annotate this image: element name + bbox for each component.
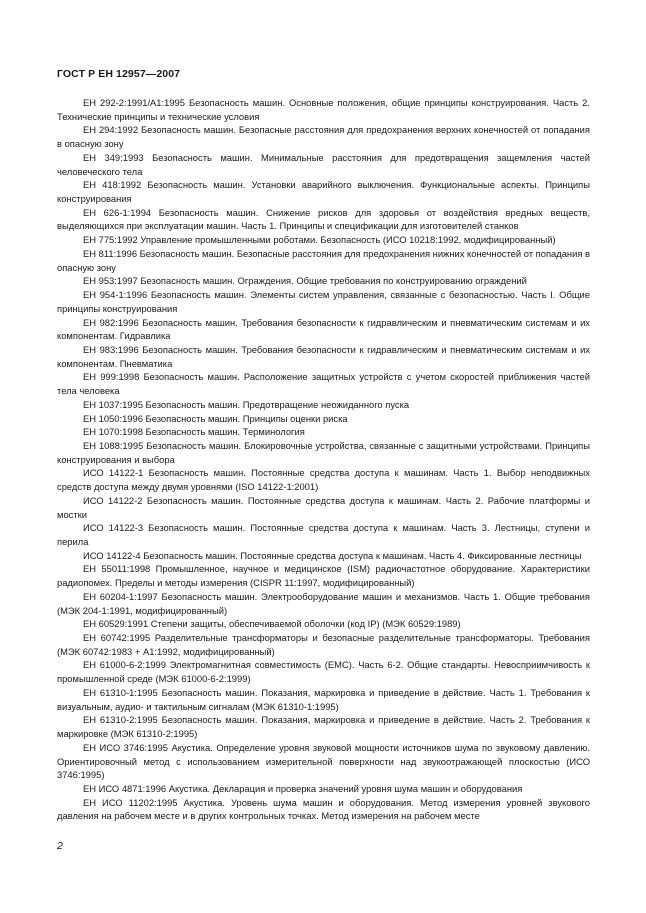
reference-entry: ЕН 292-2:1991/А1:1995 Безопасность машин. Основные положения, общие принципы конструирования. Часть 2. Технические принципы и технические условия bbox=[57, 97, 590, 122]
reference-entry: ЕН 349:1993 Безопасность машин. Минимальные расстояния для предотвращения защемления частей человеческого тела bbox=[57, 151, 590, 177]
reference-entry: ЕН 60529:1991 Степени защиты, обеспечиваемой оболочки (код IP) (МЭК 60529:1989) bbox=[83, 618, 461, 630]
reference-entry: ЕН 55011:1998 Промышленное, научное и медицинское (ISM) радиочастотное оборудование. Характеристики радиопомех. Пределы и методы измерения (CISPR 11:1997, модифицированный) bbox=[57, 563, 590, 589]
reference-entry: ЕН 1050:1996 Безопасность машин. Принципы оценки риска bbox=[83, 412, 348, 424]
reference-entry: ЕН 60204-1:1997 Безопасность машин. Электрооборудование машин и механизмов. Часть 1. Общие требования (МЭК 204-1:1991, модифицированный) bbox=[57, 590, 590, 616]
reference-entry: ЕН 626-1:1994 Безопасность машин. Снижение рисков для здоровья от воздействия вредных веществ, выделяющихся при эксплуатации машин. Часть 1. Принципы и спецификации для изготовителей станков bbox=[57, 206, 590, 232]
reference-entry: ЕН 1088:1995 Безопасность машин. Блокировочные устройства, связанные с защитными устройствами. Принципы конструирования и выбора bbox=[57, 439, 590, 465]
page-number: 2 bbox=[57, 840, 63, 852]
reference-entry: ЕН 61000-6-2:1999 Электромагнитная совместимость (ЕМС). Часть 6-2. Общие стандарты. Невосприимчивость к промышленной среде (МЭК 61000-6-2:1999) bbox=[57, 659, 590, 685]
reference-entry: ИСО 14122-1 Безопасность машин. Постоянные средства доступа к машинам. Часть 1. Выбор неподвижных средств доступа между двумя уровнями (ISO 14122-1:2001) bbox=[57, 467, 590, 493]
reference-entry: ЕН 1037:1995 Безопасность машин. Предотвращение неожиданного пуска bbox=[83, 398, 410, 410]
reference-entry: ЕН 999:1998 Безопасность машин. Расположение защитных устройств с учетом скоростей приближения частей тела человека bbox=[57, 371, 590, 397]
reference-entry: ИСО 14122-2 Безопасность машин. Постоянные средства доступа к машинам. Часть 2. Рабочие платформы и мостки bbox=[57, 494, 590, 520]
reference-entry: ЕН 953:1997 Безопасность машин. Ограждения. Общие требования по конструированию ограждений bbox=[83, 275, 527, 287]
reference-entry: ЕН 60742:1995 Разделительные трансформаторы и безопасные разделительные трансформаторы. Требования (МЭК 60742:1983 + А1:1992, модифицированный) bbox=[57, 632, 590, 657]
document-header: ГОСТ Р ЕН 12957—2007 bbox=[57, 68, 181, 80]
reference-entry: ЕН ИСО 11202:1995 Акустика. Уровень шума машин и оборудования. Метод измерения уровней звукового давления на рабочем месте и в других контрольных точках. Метод измерения на рабочем месте bbox=[57, 796, 590, 822]
reference-entry: ЕН ИСО 3746:1995 Акустика. Определение уровня звуковой мощности источников шума по звуковому давлению. Ориентировочный метод с использованием измерительной поверхности над звукоотражающей плоскостью (ИСО 3746:1995) bbox=[57, 741, 590, 781]
normative-references-list bbox=[57, 96, 590, 823]
reference-entry: ЕН 775:1992 Управление промышленными роботами. Безопасность (ИСО 10218:1992, модифицированный) bbox=[83, 234, 556, 246]
reference-entry: ЕН 982:1996 Безопасность машин. Требования безопасности к гидравлическим и пневматическим системам и их компонентам. Гидравлика bbox=[57, 316, 590, 342]
reference-entry: ЕН 61310-1:1995 Безопасность машин. Показания, маркировка и приведение в действие. Часть 1. Требования к визуальным, аудио- и тактильным сигналам (МЭК 61310-1:1995) bbox=[57, 686, 590, 712]
reference-entry: ИСО 14122-3 Безопасность машин. Постоянные средства доступа к машинам. Часть 3. Лестницы, ступени и перила bbox=[57, 522, 590, 547]
reference-entry: ЕН 811:1996 Безопасность машин. Безопасные расстояния для предохранения нижних конечностей от попадания в опасную зону bbox=[57, 247, 590, 273]
reference-entry: ЕН 418:1992 Безопасность машин. Установки аварийного выключения. Функциональные аспекты. Принципы конструирования bbox=[57, 179, 590, 205]
reference-entry: ЕН 954-1:1996 Безопасность машин. Элементы систем управления, связанные с безопасностью. Часть I. Общие принципы конструирования bbox=[57, 289, 590, 314]
reference-entry: ЕН 1070:1998 Безопасность машин. Терминология bbox=[83, 426, 305, 438]
reference-entry: ЕН 294:1992 Безопасность машин. Безопасные расстояния для предохранения верхних конечностей от попадания в опасную зону bbox=[57, 124, 590, 150]
reference-entry: ЕН 61310-2:1995 Безопасность машин. Показания, маркировка и приведение в действие. Часть 2. Требования к маркировке (МЭК 61310-2:1995) bbox=[57, 714, 590, 740]
reference-entry: ЕН 983:1996 Безопасность машин. Требования безопасности к гидравлическим и пневматическим системам и их компонентам. Пневматика bbox=[57, 343, 590, 369]
reference-entry: ИСО 14122-4 Безопасность машин. Постоянные средства доступа к машинам. Часть 4. Фиксированные лестницы bbox=[83, 549, 582, 561]
reference-entry: ЕН ИСО 4871:1996 Акустика. Декларация и проверка значений уровня шума машин и оборудования bbox=[83, 782, 523, 794]
